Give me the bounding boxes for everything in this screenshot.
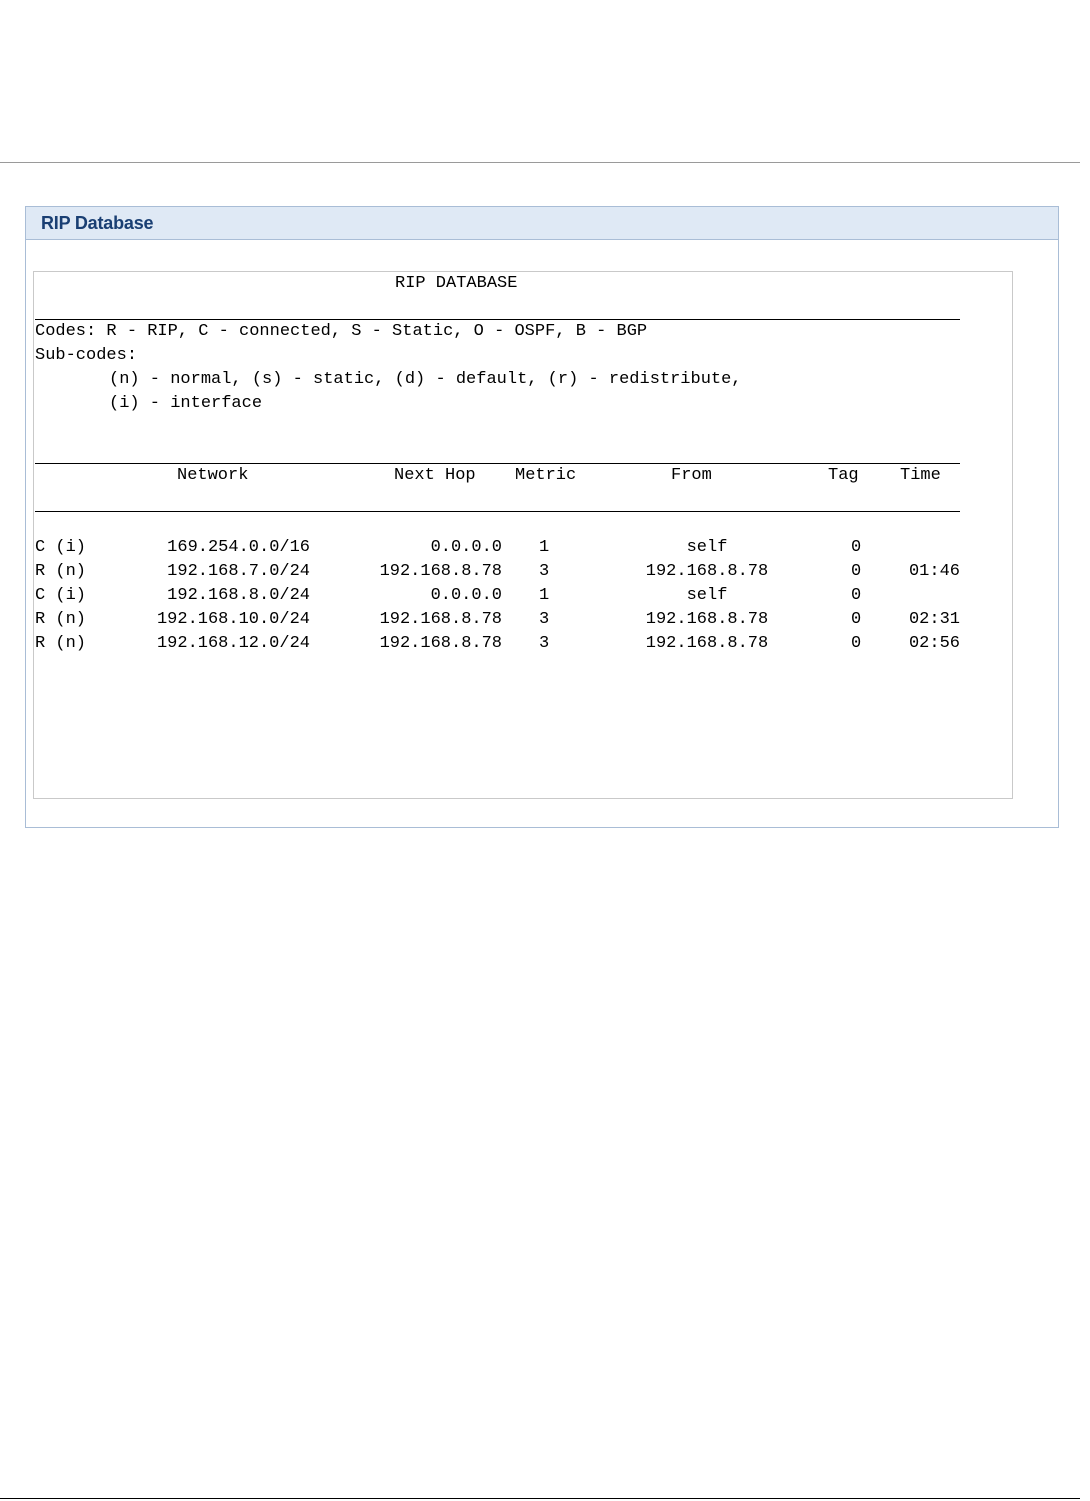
route-next-hop: 0.0.0.0 — [430, 538, 502, 557]
route-code: C (i) — [35, 538, 87, 557]
route-network: 192.168.10.0/24 — [156, 610, 310, 629]
route-tag: 0 — [851, 538, 862, 557]
page-header-divider — [0, 162, 1080, 163]
subcodes-label: Sub-codes: — [35, 346, 138, 365]
route-code: R (n) — [35, 610, 87, 629]
route-code: R (n) — [35, 634, 87, 653]
page-footer-divider — [0, 1498, 1080, 1499]
route-code: C (i) — [35, 586, 87, 605]
subcodes-legend-line-1: (n) - normal, (s) - static, (d) - default, (r) - redistribute, — [109, 370, 742, 389]
route-metric: 1 — [539, 538, 550, 557]
table-top-divider — [35, 463, 960, 464]
route-next-hop: 192.168.8.78 — [379, 634, 502, 653]
route-network: 192.168.7.0/24 — [167, 562, 310, 581]
route-from: self — [686, 538, 728, 557]
rip-database-output — [33, 271, 1013, 799]
route-network: 169.254.0.0/16 — [167, 538, 310, 557]
panel-header — [26, 207, 1058, 240]
route-next-hop: 0.0.0.0 — [430, 586, 502, 605]
codes-legend: Codes: R - RIP, C - connected, S - Static, O - OSPF, B - BGP — [35, 322, 648, 341]
column-header-time: Time — [900, 466, 941, 485]
column-header-tag: Tag — [828, 466, 859, 485]
route-metric: 3 — [539, 610, 550, 629]
table-header-divider — [35, 511, 960, 512]
route-metric: 1 — [539, 586, 550, 605]
route-tag: 0 — [851, 610, 862, 629]
rip-database-panel — [25, 206, 1059, 828]
subcodes-legend-line-2: (i) - interface — [109, 394, 263, 413]
route-time: 02:56 — [908, 634, 960, 653]
route-tag: 0 — [851, 586, 862, 605]
route-time: 02:31 — [908, 610, 960, 629]
route-from: 192.168.8.78 — [645, 562, 769, 581]
route-time: 01:46 — [908, 562, 960, 581]
column-header-next-hop: Next Hop — [394, 466, 476, 485]
output-heading: RIP DATABASE — [395, 274, 518, 293]
route-code: R (n) — [35, 562, 87, 581]
route-network: 192.168.12.0/24 — [156, 634, 310, 653]
route-from: self — [686, 586, 728, 605]
route-tag: 0 — [851, 562, 862, 581]
column-header-network: Network — [177, 466, 249, 485]
route-from: 192.168.8.78 — [645, 634, 769, 653]
route-metric: 3 — [539, 562, 550, 581]
route-tag: 0 — [851, 634, 862, 653]
panel-title: RIP Database — [41, 213, 154, 233]
route-from: 192.168.8.78 — [645, 610, 769, 629]
route-next-hop: 192.168.8.78 — [379, 610, 502, 629]
route-metric: 3 — [539, 634, 550, 653]
route-network: 192.168.8.0/24 — [167, 586, 310, 605]
column-header-from: From — [671, 466, 712, 485]
route-next-hop: 192.168.8.78 — [379, 562, 502, 581]
column-header-metric: Metric — [515, 466, 577, 485]
